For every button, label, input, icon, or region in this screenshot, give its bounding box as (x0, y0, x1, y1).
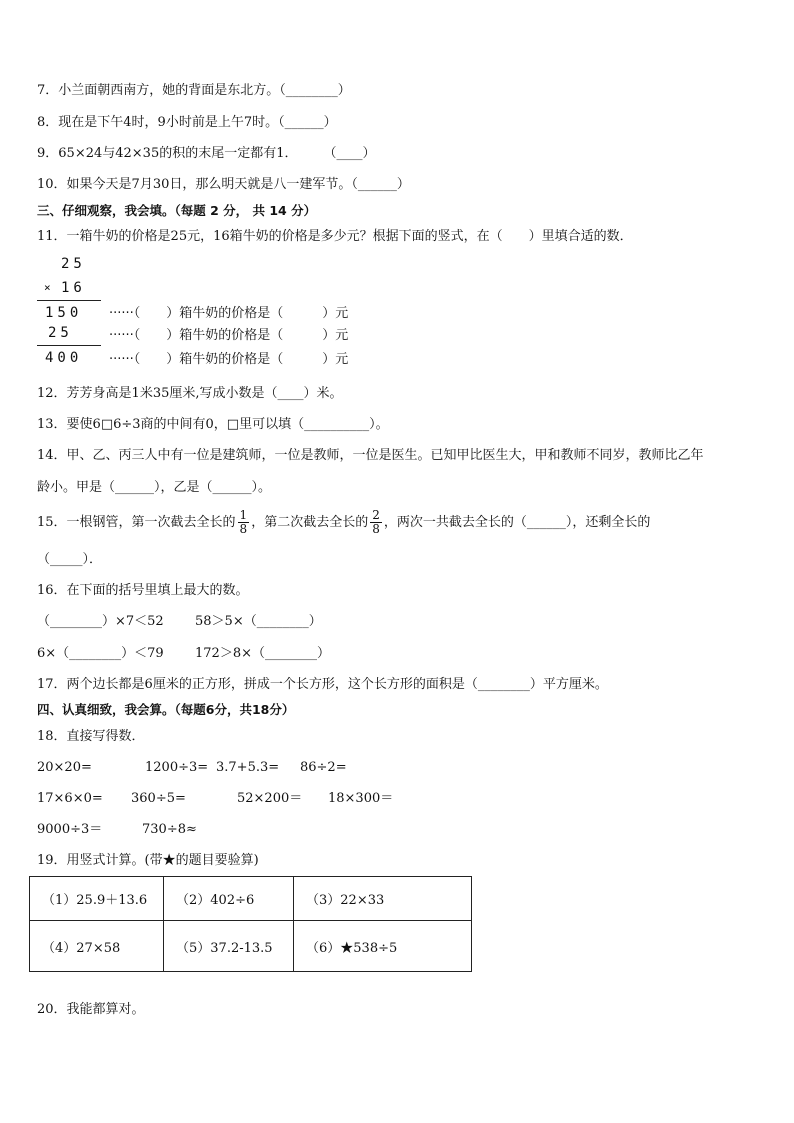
question-16-title: 16．在下面的括号里填上最大的数。 (37, 583, 249, 598)
calc-cell: （1）25.9＋13.6 (30, 877, 164, 921)
fraction-one-eighth: $\frac{1}{8}$ (239, 508, 248, 536)
calc-cell: （4）27×58 (30, 921, 164, 972)
calc-item: 20×20= (37, 760, 92, 775)
calc-item: 52×200＝ (237, 791, 303, 806)
question-7: 7．小兰面朝西南方，她的背面是东北方。（________） (37, 83, 351, 98)
partial-product-2: 25 (48, 325, 73, 341)
question-20: 20．我能都算对。 (37, 1002, 145, 1017)
question-16-a: （________）×7＜52 (37, 614, 164, 629)
question-16-c: 6×（________）＜79 (37, 646, 164, 661)
vertical-calc-table (29, 876, 472, 972)
multiplier: 16 (61, 280, 86, 296)
calc-item: 18×300＝ (328, 791, 394, 806)
calc-item: 9000÷3＝ (37, 822, 103, 837)
question-11-text: 11．一箱牛奶的价格是25元，16箱牛奶的价格是多少元？根据下面的竖式，在（ ）里填合适的数． (37, 229, 633, 244)
question-15-part-1: 15．一根钢管，第一次截去全长的 (37, 515, 236, 530)
calc-cell: （6）★538÷5 (294, 921, 472, 972)
question-15-part-3: ，两次一共截去全长的（______），还剩全长的 (383, 515, 651, 530)
calc-item: 3.7+5.3= (216, 760, 280, 775)
calc-item: 360÷5= (131, 791, 186, 806)
question-15-line-1 (37, 505, 650, 541)
question-18-title: 18．直接写得数． (37, 729, 145, 744)
divider-line-1 (37, 300, 101, 301)
section-4-title: 四、认真细致，我会算。（每题6分，共18分） (37, 702, 295, 717)
calc-item: 730÷8≈ (142, 822, 197, 837)
question-17: 17．两个边长都是6厘米的正方形，拼成一个长方形，这个长方形的面积是（________）平方厘米。 (37, 677, 608, 692)
divider-line-2 (37, 345, 101, 346)
section-3-title: 三、仔细观察，我会填。（每题 2 分， 共 14 分） (37, 203, 317, 218)
question-16-d: 172＞8×（________） (195, 646, 330, 661)
question-15-line-2: （_____）． (37, 552, 103, 567)
question-19-title: 19．用竖式计算。(带★的题目要验算) (37, 853, 259, 868)
explain-line-1: ······（ ）箱牛奶的价格是（ ）元 (109, 306, 349, 321)
calc-item: 86÷2= (300, 760, 347, 775)
explain-line-3: ······（ ）箱牛奶的价格是（ ）元 (109, 352, 349, 367)
multiplicand: 25 (61, 256, 86, 272)
partial-product-1: 150 (45, 305, 83, 321)
times-sign: × (44, 281, 55, 294)
product-result: 400 (45, 350, 83, 366)
calc-item: 17×6×0= (37, 791, 103, 806)
fraction-two-eighths: $\frac{2}{8}$ (372, 508, 380, 536)
question-13: 13．要使6□6÷3商的中间有0，□里可以填（__________）。 (37, 417, 389, 432)
calc-cell: （3）22×33 (294, 877, 472, 921)
question-15-part-2: ，第二次截去全长的 (251, 515, 369, 530)
question-14-line-1: 14．甲、乙、丙三人中有一位是建筑师，一位是教师，一位是医生。已知甲比医生大，甲和教师不同岁，教师比乙年 (37, 448, 704, 463)
calc-item: 1200÷3= (145, 760, 209, 775)
explain-line-2: ······（ ）箱牛奶的价格是（ ）元 (109, 328, 349, 343)
question-8: 8．现在是下午4时，9小时前是上午7时。（______） (37, 115, 337, 130)
question-16-b: 58＞5×（________） (195, 614, 322, 629)
calc-cell: （2）402÷6 (164, 877, 294, 921)
question-14-line-2: 龄小。甲是（______），乙是（______）。 (37, 480, 272, 495)
calc-cell: （5）37.2-13.5 (164, 921, 294, 972)
question-9: 9．65×24与42×35的积的末尾一定都有1． （____） (37, 146, 376, 161)
question-10: 10．如果今天是7月30日，那么明天就是八一建军节。（______） (37, 177, 410, 192)
question-12: 12．芳芳身高是1米35厘米,写成小数是（____）米。 (37, 386, 343, 401)
